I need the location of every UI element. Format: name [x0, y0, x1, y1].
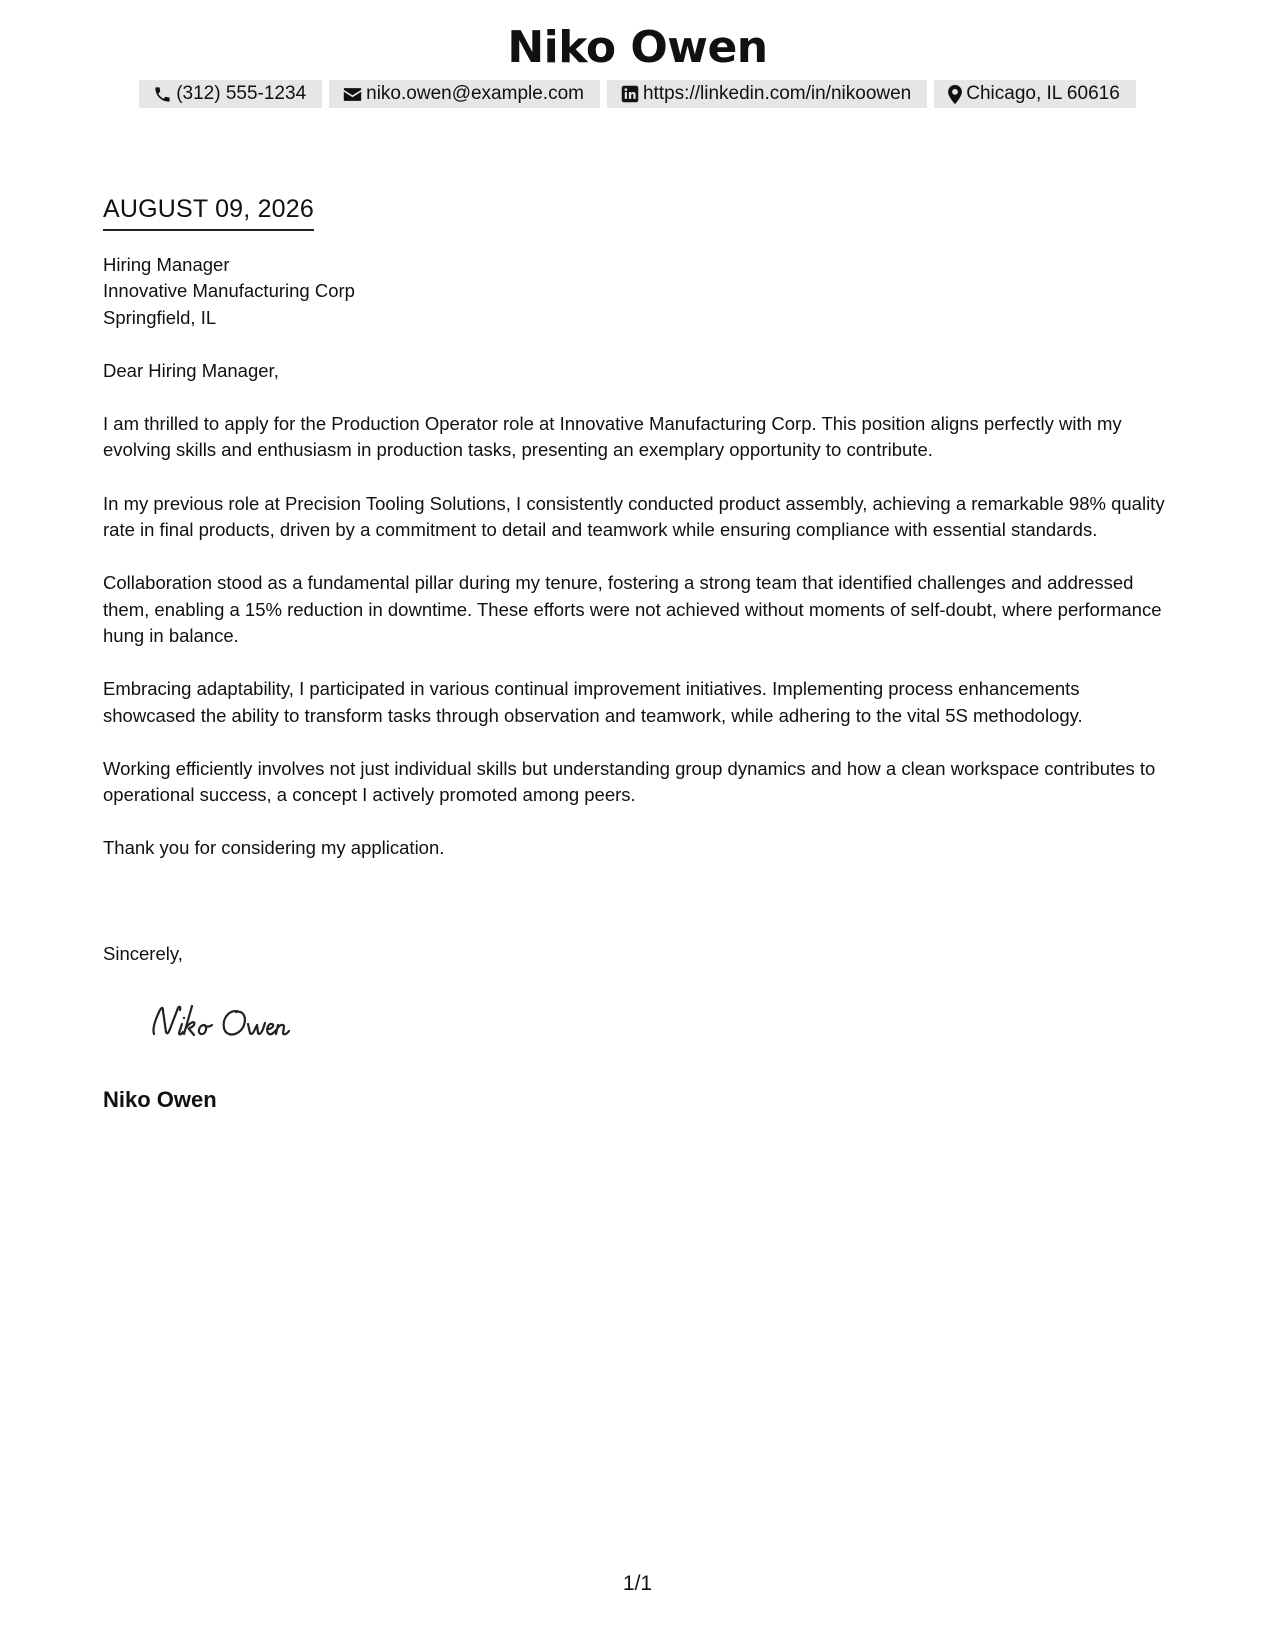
contact-linkedin-text: https://linkedin.com/in/nikoowen — [642, 83, 912, 104]
contact-email — [329, 80, 600, 108]
salutation: Dear Hiring Manager, — [103, 359, 279, 381]
page-number: 1/1 — [622, 1572, 653, 1595]
recipient-location: Springfield, IL — [103, 306, 217, 328]
map-pin-icon — [948, 85, 962, 104]
closing-line: Sincerely, — [103, 943, 183, 964]
contact-phone — [139, 80, 322, 108]
contact-linkedin — [607, 80, 927, 108]
linkedin-icon — [621, 85, 639, 103]
recipient-title: Hiring Manager — [103, 254, 230, 275]
contact-email-text: niko.owen@example.com — [366, 83, 584, 104]
recipient-company: Innovative Manufacturing Corp — [103, 280, 355, 302]
candidate-name-heading: Niko Owen — [507, 22, 768, 73]
body-paragraph: I am thrilled to apply for the Production Operator role at Innovative Manufacturing Corp. This position aligns perfectly with my evolving skills and enthusiasm in production tasks, presenting an exemplary opportunity to contribute. — [103, 413, 1122, 461]
body-paragraph: Working efficiently involves not just individual skills but understanding group dynamics and how a clean workspace contributes to operational success, a concept I actively promoted among peers. — [103, 757, 1156, 806]
body-paragraph: Thank you for considering my application. — [103, 837, 445, 859]
phone-icon — [153, 85, 172, 104]
letter-body — [103, 252, 1173, 862]
contact-phone-text: (312) 555-1234 — [176, 83, 307, 104]
contact-location-text: Chicago, IL 60616 — [966, 83, 1120, 104]
body-paragraph: Embracing adaptability, I participated in various continual improvement initiatives. Implementing process enhancements showcased the ability to transform tasks through observation and teamwork, while adhering to the vital 5S methodology. — [103, 678, 1083, 726]
body-paragraph: Collaboration stood as a fundamental pillar during my tenure, fostering a strong team that identified challenges and addressed them, enabling a 15% reduction in downtime. These efforts were not achieved without moments of self-doubt, where performance hung in balance. — [103, 572, 1162, 646]
envelope-icon — [343, 86, 362, 103]
contact-bar — [0, 80, 1275, 108]
signer-name: Niko Owen — [103, 1087, 217, 1112]
contact-location — [934, 80, 1136, 108]
body-paragraph: In my previous role at Precision Tooling Solutions, I consistently conducted product assembly, achieving a remarkable 98% quality rate in final products, driven by a commitment to detail and teamwork while ensuring compliance with essential standards. — [103, 492, 1165, 541]
letter-date: AUGUST 09, 2026 — [103, 193, 314, 231]
recipient-block — [103, 252, 1173, 331]
handwritten-signature — [148, 998, 318, 1053]
